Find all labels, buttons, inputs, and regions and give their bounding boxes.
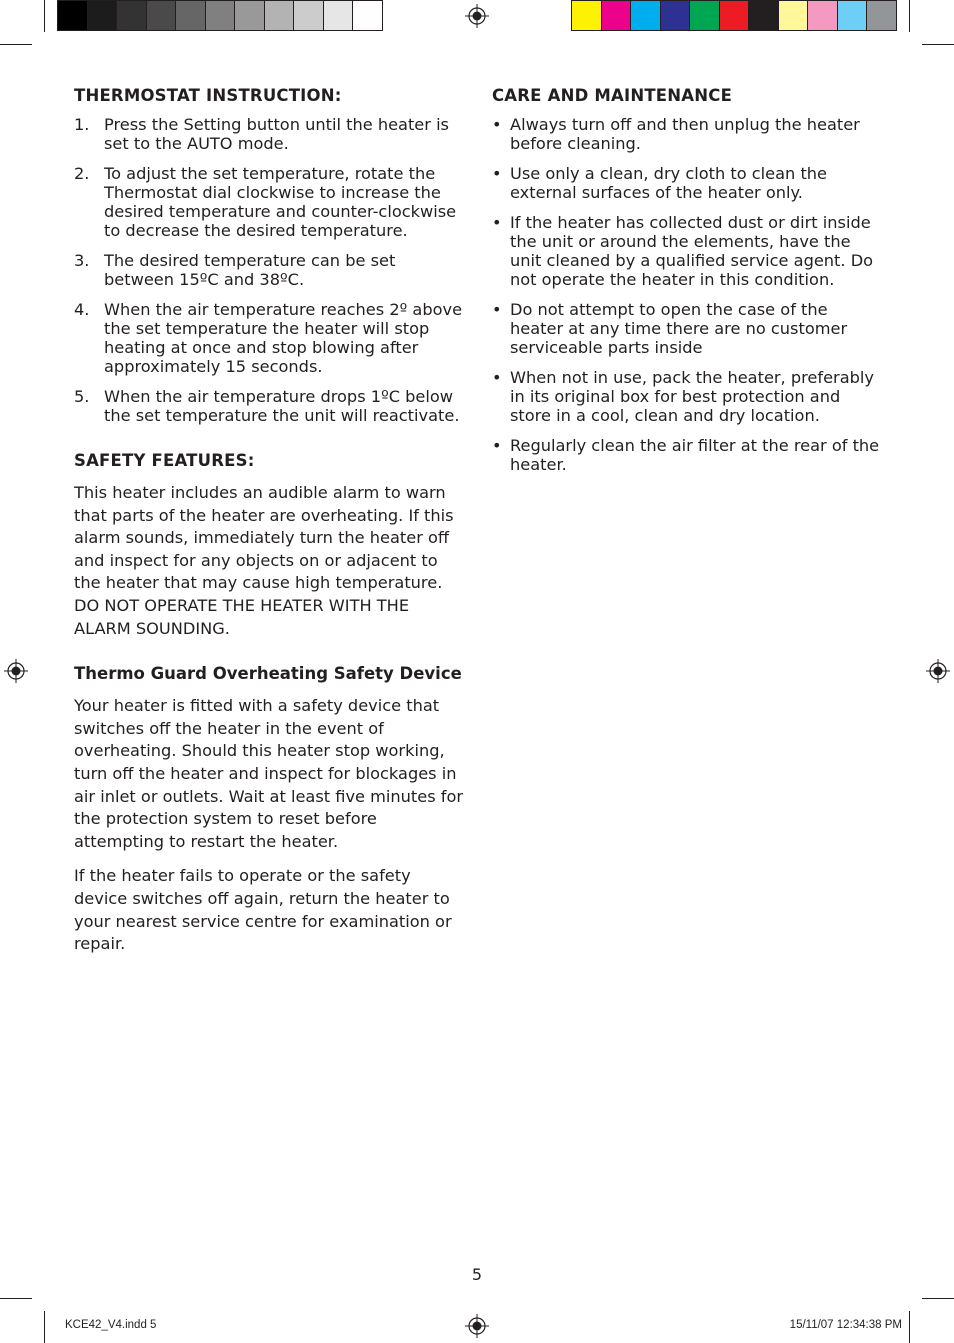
list-item: 3. The desired temperature can be set between 15ºC and 38ºC. [74, 251, 396, 289]
bullet-icon: • [492, 213, 502, 232]
color-swatch [838, 1, 868, 30]
file-slug: KCE42_V4.indd 5 [65, 1319, 157, 1331]
left-column [74, 86, 466, 968]
color-swatch [808, 1, 838, 30]
crop-mark [909, 1311, 910, 1343]
color-swatch [206, 1, 236, 30]
bullet-icon: • [492, 164, 502, 183]
color-swatch [58, 1, 88, 30]
list-item: • If the heater has collected dust or dirt inside the unit or around the elements, have the unit cleaned by a qualified service agent. Do not operate the heater in this condition. [492, 213, 874, 289]
list-item: 4. When the air temperature reaches 2º above the set temperature the heater will stop heating at once and stop blowing after approximately 15 seconds. [74, 300, 463, 376]
color-swatch [235, 1, 265, 30]
crop-mark [922, 1298, 954, 1299]
crop-mark [44, 0, 45, 32]
crop-mark [0, 44, 32, 45]
safety-paragraph: This heater includes an audible alarm to warn that parts of the heater are overheating. If this alarm sounds, immediately turn the heater off and inspect for any objects on or adjacent to the heater that may cause high temperature. DO NOT OPERATE THE HEATER WITH THE ALARM SOUNDING. [74, 483, 454, 638]
thermo-guard-paragraph-2: If the heater fails to operate or the safety device switches off again, return the heater to your nearest service centre for examination or repair. [74, 866, 452, 954]
color-swatch [147, 1, 177, 30]
color-swatch [117, 1, 147, 30]
color-swatch [720, 1, 750, 30]
list-item: • Do not attempt to open the case of the heater at any time there are no customer serviceable parts inside [492, 300, 848, 357]
color-swatch [867, 1, 896, 30]
bullet-icon: • [492, 115, 502, 134]
registration-mark-icon [465, 4, 489, 28]
color-swatch [353, 1, 382, 30]
list-item: • Regularly clean the air filter at the rear of the heater. [492, 436, 880, 474]
care-list [492, 115, 884, 474]
thermo-guard-heading: Thermo Guard Overheating Safety Device [74, 664, 462, 684]
thermostat-steps-list [74, 115, 466, 425]
bullet-icon: • [492, 436, 502, 455]
page-number: 5 [471, 1265, 483, 1284]
crop-mark [0, 1298, 32, 1299]
color-swatch [779, 1, 809, 30]
list-item: 5. When the air temperature drops 1ºC below the set temperature the unit will reactivate. [74, 387, 460, 425]
bullet-icon: • [492, 368, 502, 387]
crop-mark [44, 1311, 45, 1343]
thermostat-heading: THERMOSTAT INSTRUCTION: [74, 86, 342, 105]
color-swatch [572, 1, 602, 30]
color-swatch [690, 1, 720, 30]
color-swatch [324, 1, 354, 30]
list-item: • Always turn off and then unplug the heater before cleaning. [492, 115, 860, 153]
bullet-icon: • [492, 300, 502, 319]
color-swatch [631, 1, 661, 30]
color-swatch [602, 1, 632, 30]
color-swatch [88, 1, 118, 30]
right-column [492, 86, 884, 485]
registration-mark-icon [465, 1314, 489, 1338]
crop-mark [922, 44, 954, 45]
thermo-guard-paragraph: Your heater is fitted with a safety device that switches off the heater in the event of overheating. Should this heater stop working, turn off the heater and inspect for blockages in air inlet or outlets. Wait at least five minutes for the protection system to reset before attempting to restart the heater. [74, 696, 464, 851]
care-heading: CARE AND MAINTENANCE [492, 86, 733, 105]
list-item: • Use only a clean, dry cloth to clean the external surfaces of the heater only. [492, 164, 828, 202]
registration-mark-icon [926, 659, 950, 683]
color-swatch [661, 1, 691, 30]
color-swatch [749, 1, 779, 30]
safety-heading: SAFETY FEATURES: [74, 451, 255, 470]
grayscale-color-bar [57, 0, 383, 31]
color-swatch [265, 1, 295, 30]
date-slug: 15/11/07 12:34:38 PM [789, 1319, 902, 1331]
color-swatch [176, 1, 206, 30]
color-swatch [294, 1, 324, 30]
crop-mark [909, 0, 910, 32]
registration-mark-icon [4, 659, 28, 683]
list-item: 1. Press the Setting button until the heater is set to the AUTO mode. [74, 115, 449, 153]
process-color-bar [571, 0, 897, 31]
list-item: 2. To adjust the set temperature, rotate the Thermostat dial clockwise to increase the desired temperature and counter-clockwise to decrease the desired temperature. [74, 164, 457, 240]
list-item: • When not in use, pack the heater, preferably in its original box for best protection and store in a cool, clean and dry location. [492, 368, 874, 425]
